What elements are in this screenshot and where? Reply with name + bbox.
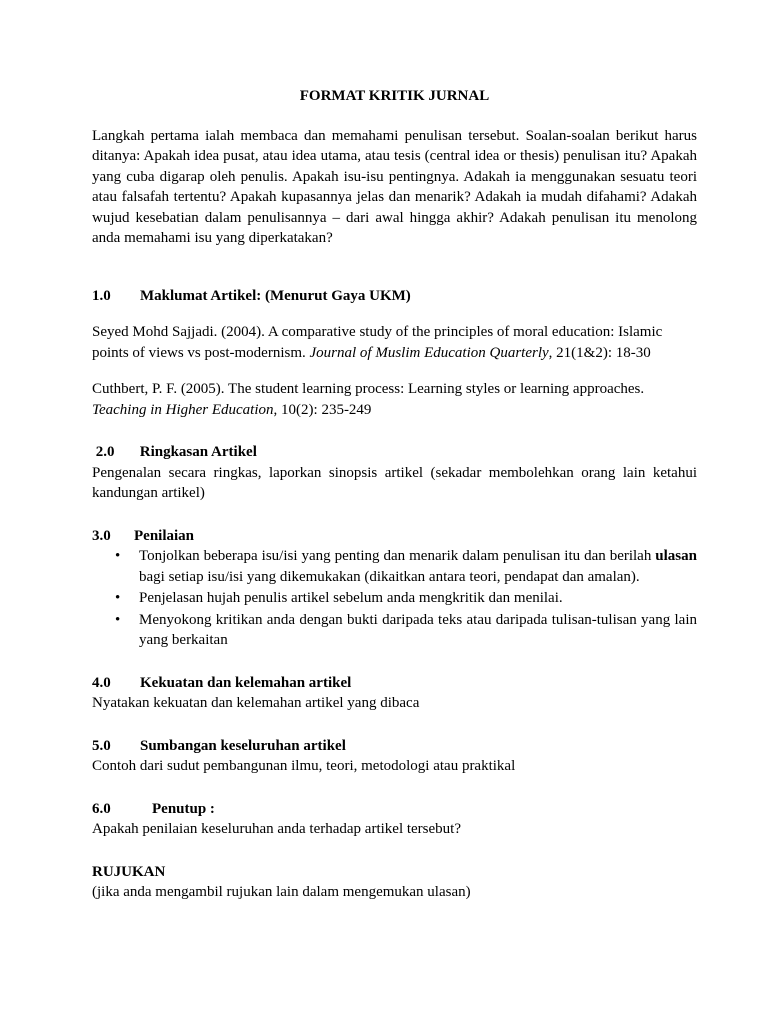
section-4-body: Nyatakan kekuatan dan kelemahan artikel yang dibaca [92,695,420,711]
section-2 [92,442,697,504]
section-1-heading [92,286,697,307]
rujukan-section [92,862,697,903]
bullet-item-3 [92,610,697,651]
reference-2-journal: Teaching in Higher Education [92,401,274,418]
section-6-body: Apakah penilaian keseluruhan anda terhadap artikel tersebut? [92,821,462,837]
document-body [92,86,697,925]
bullet-icon: • [115,611,121,628]
bullet-icon: • [115,590,121,606]
section-5-title: Sumbangan keseluruhan artikel [140,737,346,754]
section-2-heading [92,442,697,463]
reference-1 [92,322,697,363]
bullet-item-1-rest: bagi setiap isu/isi yang dikemukakan (dikaitkan antara teori, pendapat dan amalan). [139,568,640,585]
rujukan-body: (jika anda mengambil rujukan lain dalam mengemukan ulasan) [92,884,471,900]
section-6-number: 6.0 [92,800,111,817]
section-4-title: Kekuatan dan kelemahan artikel [140,674,352,691]
section-6-heading [92,799,697,820]
intro-paragraph: Langkah pertama ialah membaca dan memahami penulisan tersebut. Soalan-soalan berikut harus ditanya: Apakah idea pusat, atau idea utama, atau tesis (central idea or thesis) penulisan itu? Apakah yang cuba digarap oleh penulis. Apakah isu-isu pentingnya. Adakah ia menggunakan sesuatu teori atau falsafah tertentu? Apakah kupasannya jelas dan menarik? Adakah ia mudah difahami? Adakah wujud kesebatian dalam penulisannya – dari awal hingga akhir? Adakah penulisan itu menolong anda memahami isu yang diperkatakan? [92,127,697,246]
bullet-item-1 [92,546,697,587]
bullet-item-2-text: Penjelasan hujah penulis artikel sebelum anda mengkritik dan menilai. [139,590,563,606]
section-2-title: Ringkasan Artikel [139,444,257,460]
reference-2-details: , 10(2): 235-249 [273,401,372,418]
bullet-item-1-emphasis: ulasan [655,548,697,564]
section-6-title: Penutup : [152,800,215,817]
section-3-title: Penilaian [134,527,195,544]
section-5-number: 5.0 [92,737,111,754]
section-4 [92,673,697,714]
section-3 [92,526,697,651]
reference-1-text: Seyed Mohd Sajjadi. (2004). A comparative study of the principles of moral education: Islamic points of views vs post-modernism. [92,324,663,361]
section-5 [92,736,697,777]
section-2-body: Pengenalan secara ringkas, laporkan sinopsis artikel (sekadar membolehkan orang lain ketahui kandungan artikel) [92,464,697,501]
rujukan-heading: RUJUKAN [92,863,166,880]
section-3-number: 3.0 [92,527,111,544]
reference-1-details: , 21(1&2): 18-30 [548,344,651,361]
section-4-heading [92,673,697,694]
section-1-title: Maklumat Artikel: (Menurut Gaya UKM) [140,287,411,304]
reference-1-journal: Journal of Muslim Education Quarterly [309,344,549,361]
section-5-heading [92,736,697,757]
section-1-number: 1.0 [92,287,111,304]
bullet-icon: • [115,548,121,564]
bullet-item-2 [92,588,697,609]
section-6 [92,799,697,840]
section-3-heading [92,526,697,547]
section-4-number: 4.0 [92,674,111,691]
reference-2-text: Cuthbert, P. F. (2005). The student learning process: Learning styles or learning approaches. [92,381,645,397]
section-5-body: Contoh dari sudut pembangunan ilmu, teori, metodologi atau praktikal [92,758,516,774]
reference-2 [92,379,697,420]
bullet-item-3-text: Menyokong kritikan anda dengan bukti daripada teks atau daripada tulisan-tulisan yang lain yang berkaitan [139,611,697,648]
section-2-number: 2.0 [95,444,115,460]
section-3-bullet-list [92,546,697,651]
document-title: FORMAT KRITIK JURNAL [299,88,490,104]
bullet-item-1-text: Tonjolkan beberapa isu/isi yang penting dan menarik dalam penulisan itu dan berilah [139,548,656,564]
